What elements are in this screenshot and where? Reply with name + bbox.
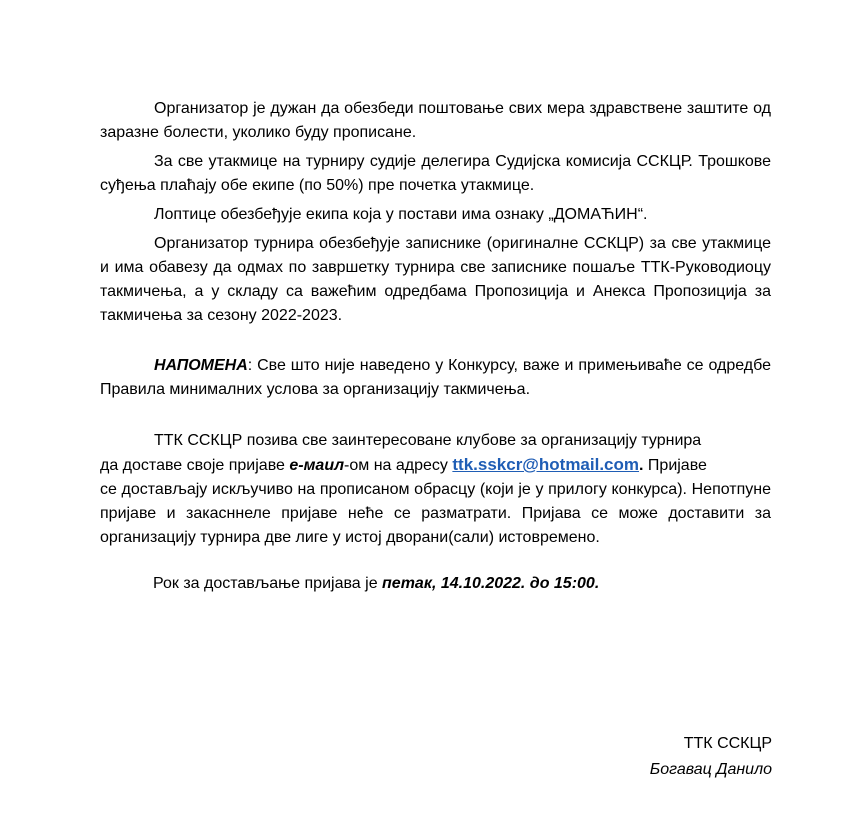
invitation-line-2-end: Пријаве — [643, 457, 707, 474]
paragraph-referees: За све утакмице на турниру судије делегира Судијска комисија ССКЦР. Трошкове суђења плаћају обе екипе (по 50%) пре почетка утакмице. — [100, 153, 771, 194]
signature-name: Богавац Данило — [649, 761, 772, 778]
deadline-text: Рок за достављање пријава је — [153, 575, 383, 592]
note-text: : Све што није наведено у Конкурсу, важе и примењиваће се одредбе Правила минималних услова за организацију такмичења. — [100, 357, 771, 398]
paragraph-balls: Лоптице обезбеђује екипа која у постави има ознаку „ДОМАЋИН“. — [154, 206, 648, 223]
paragraph-score-sheets: Организатор турнира обезбеђује записнике (оригиналне ССКЦР) за све утакмице и има обавезу да одмах по завршетку турнира све записнике пошаље ТТК-Руководиоцу такмичења, а у складу са важећим одредбама Пропозиција и Анекса Пропозиција за такмичења за сезону 2022-2023. — [100, 235, 771, 324]
document-body — [100, 97, 771, 550]
paragraph-health-measures: Организатор је дужан да обезбеди поштовање свих мера здравствене заштите од заразне болести, уколико буду прописане. — [100, 100, 771, 141]
paragraph-invitation — [100, 429, 771, 550]
deadline-line — [153, 572, 599, 596]
invitation-line-2-mid: -ом на адресу — [344, 457, 453, 474]
invitation-line-2 — [100, 453, 771, 478]
paragraph-note — [100, 354, 771, 402]
signature-block — [650, 731, 772, 783]
email-period: . — [639, 457, 644, 474]
email-link[interactable]: ttk.sskcr@hotmail.com — [452, 455, 640, 474]
signature-org: ТТК ССКЦР — [683, 735, 772, 752]
invitation-line-2-start: да доставе своје пријаве — [100, 457, 290, 474]
deadline-date: петак, 14.10.2022. до 15:00. — [382, 575, 600, 592]
invitation-rest: се достављају искључиво на прописаном обрасцу (који је у прилогу конкурса). Непотпуне пријаве и закасннеле пријаве неће се разматрати. Пријава се може доставити за организацију турнира две лиге у истој дворани(сали) истовремено. — [100, 481, 771, 546]
email-word: е-маил — [289, 457, 345, 474]
invitation-line-1: ТТК ССКЦР позива све заинтересоване клубове за организацију турнира — [154, 432, 702, 449]
note-label: НАПОМЕНА — [154, 357, 248, 374]
